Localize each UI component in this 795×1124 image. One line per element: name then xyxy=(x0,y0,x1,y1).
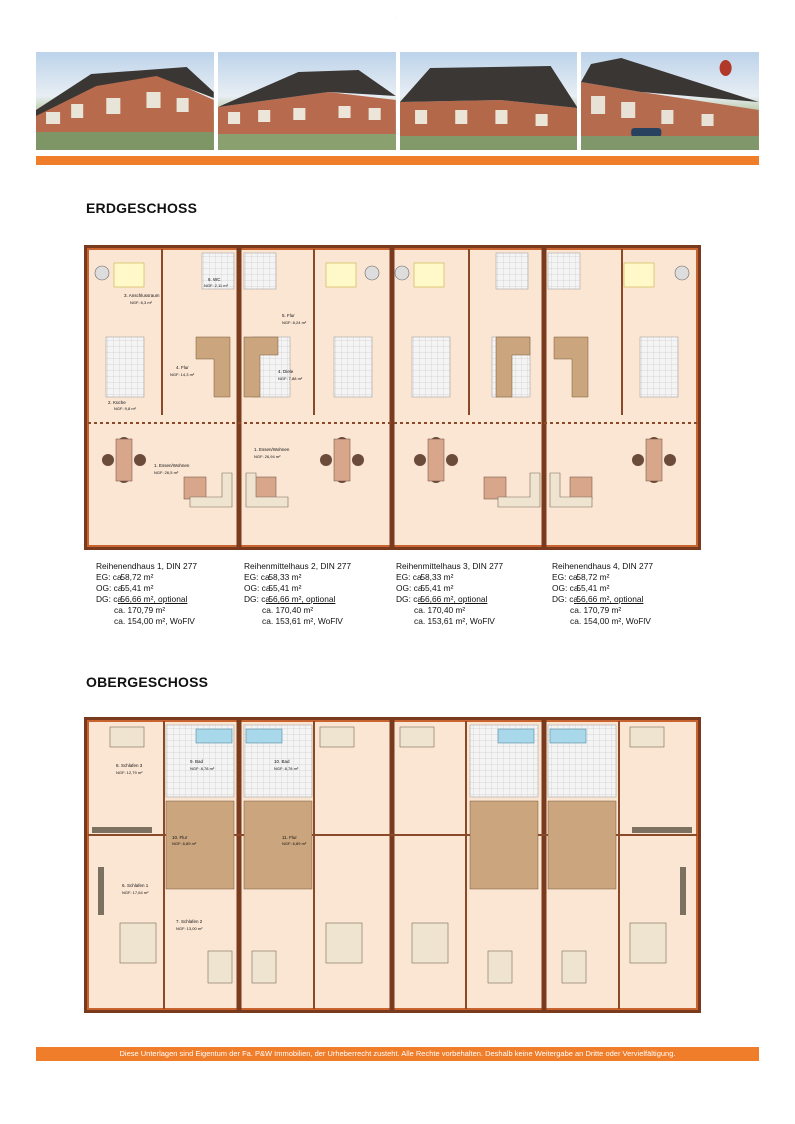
og-room-label: 9. Bad xyxy=(190,759,204,764)
eg-room-area: NGF: 9,8 m² xyxy=(114,406,137,411)
dg-label: DG: ca. xyxy=(96,594,125,604)
eg-label: EG: ca. xyxy=(396,572,424,582)
house-name: Reihenendhaus 4, DIN 277 xyxy=(552,561,654,571)
og-value: 55,41 m² xyxy=(420,583,454,593)
dg-value: 56,66 m², optional xyxy=(268,594,336,604)
copyright-footer: Diese Unterlagen sind Eigentum der Fa. P&W Immobilien, der Urheberrecht zusteht. Alle Rechte vorbehalten. Deshalb keine Weitergabe an Dritte oder Vervielfältigung. xyxy=(36,1047,759,1061)
eg-room-area: NGF: 14,3 m² xyxy=(170,372,195,377)
ground-floor-plan xyxy=(84,245,701,550)
house-name: Reihenmittelhaus 2, DIN 277 xyxy=(244,561,352,571)
house-1-spec xyxy=(96,561,197,627)
house-rendering-photo-3 xyxy=(400,52,578,150)
og-label: OG: ca. xyxy=(396,583,425,593)
og-value: 55,41 m² xyxy=(120,583,154,593)
total-value: 170,79 m² xyxy=(583,605,622,615)
og-label: OG: ca. xyxy=(552,583,581,593)
total-label: ca. xyxy=(414,605,426,615)
wofiv-value: 153,61 m², WoFlV xyxy=(275,616,343,626)
og-value: 55,41 m² xyxy=(268,583,302,593)
og-room-label: 10. Flur xyxy=(172,835,188,840)
wofiv-value: 154,00 m², WoFlV xyxy=(583,616,651,626)
og-room-area: NGF: 17,64 m² xyxy=(122,890,149,895)
house-area-specs xyxy=(84,561,704,631)
dg-value: 56,66 m², optional xyxy=(576,594,644,604)
og-room-area: NGF: 12,79 m² xyxy=(116,770,143,775)
wofiv-label: ca. xyxy=(262,616,274,626)
eg-room-label: 5. Flur xyxy=(282,313,295,318)
house-rendering-photo-1 xyxy=(36,52,214,150)
dg-label: DG: ca. xyxy=(396,594,425,604)
og-room-area: NGF: 13,00 m² xyxy=(176,926,203,931)
eg-room-area: NGF: 7,88 m² xyxy=(278,376,303,381)
dg-value: 56,66 m², optional xyxy=(120,594,188,604)
wofiv-label: ca. xyxy=(414,616,426,626)
og-label: OG: ca. xyxy=(96,583,125,593)
og-room-area: NGF: 6,89 m² xyxy=(172,841,197,846)
eg-room-area: NGF: 26,94 m² xyxy=(254,454,281,459)
house-name: Reihenendhaus 1, DIN 277 xyxy=(96,561,198,571)
eg-room-label: 3. Anschlussraum xyxy=(124,293,160,298)
house-4-spec xyxy=(552,561,653,627)
total-value: 170,40 m² xyxy=(427,605,466,615)
house-3-spec xyxy=(396,561,503,627)
eg-label: EG: ca. xyxy=(96,572,124,582)
house-rendering-photo-2 xyxy=(218,52,396,150)
og-room-area: NGF: 8,78 m² xyxy=(190,766,215,771)
dg-label: DG: ca. xyxy=(552,594,581,604)
eg-value: 58,33 m² xyxy=(268,572,302,582)
og-room-label: 7. Schlafen 2 xyxy=(176,919,203,924)
og-room-area: NGF: 8,78 m² xyxy=(274,766,299,771)
eg-room-label: 4. Flur xyxy=(176,365,189,370)
house-rendering-photo-4 xyxy=(581,52,759,150)
page-mark: . xyxy=(396,14,398,19)
total-label: ca. xyxy=(262,605,274,615)
eg-value: 58,72 m² xyxy=(120,572,154,582)
eg-label: EG: ca. xyxy=(244,572,272,582)
ground-floor-drawing xyxy=(84,245,701,550)
total-value: 170,79 m² xyxy=(127,605,166,615)
upper-floor-title: OBERGESCHOSS xyxy=(86,674,209,690)
wofiv-label: ca. xyxy=(114,616,126,626)
dg-label: DG: ca. xyxy=(244,594,273,604)
eg-room-area: NGF: 8,24 m² xyxy=(282,320,307,325)
og-room-label: 8. Schlafen 3 xyxy=(116,763,143,768)
og-room-label: 10. Bad xyxy=(274,759,290,764)
eg-room-label: 1. Essen/Wohnen xyxy=(254,447,290,452)
og-room-area: NGF: 6,89 m² xyxy=(282,841,307,846)
eg-room-label: 6. WC xyxy=(208,277,221,282)
dg-value: 56,66 m², optional xyxy=(420,594,488,604)
wofiv-label: ca. xyxy=(570,616,582,626)
eg-room-label: 4. Diele xyxy=(278,369,294,374)
wofiv-value: 153,61 m², WoFlV xyxy=(427,616,495,626)
og-label: OG: ca. xyxy=(244,583,273,593)
rendering-photo-strip xyxy=(36,52,759,150)
wofiv-value: 154,00 m², WoFlV xyxy=(127,616,195,626)
eg-value: 58,72 m² xyxy=(576,572,610,582)
total-label: ca. xyxy=(570,605,582,615)
og-room-label: 6. Schlafen 1 xyxy=(122,883,149,888)
header-accent-bar xyxy=(36,156,759,165)
eg-room-label: 2. Küche xyxy=(108,400,126,405)
house-2-spec xyxy=(244,561,351,627)
ground-floor-title: ERDGESCHOSS xyxy=(86,200,198,216)
upper-floor-plan xyxy=(84,717,701,1013)
og-value: 55,41 m² xyxy=(576,583,610,593)
eg-value: 58,33 m² xyxy=(420,572,454,582)
eg-room-area: NGF: 6,3 m² xyxy=(130,300,153,305)
total-value: 170,40 m² xyxy=(275,605,314,615)
og-room-label: 11. Flur xyxy=(282,835,297,840)
upper-floor-drawing xyxy=(84,717,701,1013)
eg-room-area: NGF: 2,11 m² xyxy=(204,283,228,288)
house-name: Reihenmittelhaus 3, DIN 277 xyxy=(396,561,504,571)
total-label: ca. xyxy=(114,605,126,615)
eg-room-area: NGF: 26,5 m² xyxy=(154,470,179,475)
eg-label: EG: ca. xyxy=(552,572,580,582)
eg-room-label: 1. Essen/Wohnen xyxy=(154,463,190,468)
